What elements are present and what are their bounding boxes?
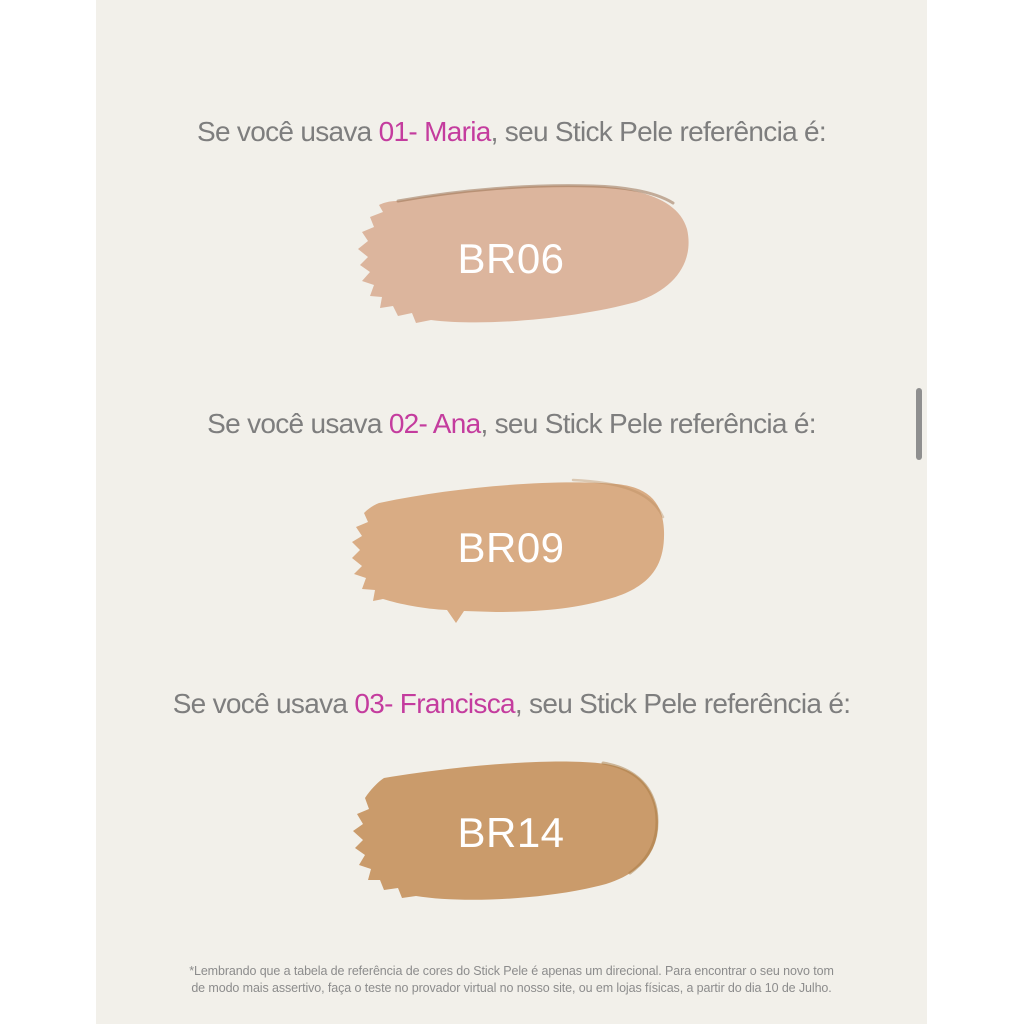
heading-shade-name: 02- Ana	[388, 408, 481, 439]
section-heading-1	[96, 116, 927, 148]
footnote-line: *Lembrando que a tabela de referência de cores do Stick Pele é apenas um direcional. Para encontrar o seu novo tom	[189, 964, 834, 978]
heading-suffix: , seu Stick Pele referência é:	[490, 116, 827, 147]
section-heading-2	[96, 408, 927, 440]
heading-shade-name: 03- Francisca	[354, 688, 515, 719]
heading-suffix: , seu Stick Pele referência é:	[480, 408, 816, 439]
heading-shade-name: 01- Maria	[378, 116, 491, 147]
shade-code-label: BR06	[457, 235, 565, 282]
content-panel	[96, 0, 927, 1024]
heading-prefix: Se você usava	[196, 116, 379, 147]
shade-code-label: BR14	[457, 809, 565, 856]
scrollbar-thumb[interactable]	[916, 388, 922, 460]
foundation-swatch-br09	[333, 477, 668, 627]
foundation-swatch-br06	[345, 177, 695, 329]
footnote-line: de modo mais assertivo, faça o teste no provador virtual no nosso site, ou em lojas físicas, a partir do dia 10 de Julho.	[191, 981, 832, 995]
footnote	[96, 963, 927, 997]
heading-prefix: Se você usava	[207, 408, 389, 439]
heading-prefix: Se você usava	[172, 688, 355, 719]
section-heading-3	[96, 688, 927, 720]
shade-code-label: BR09	[457, 524, 565, 571]
heading-suffix: , seu Stick Pele referência é:	[514, 688, 851, 719]
foundation-swatch-br14	[335, 757, 665, 903]
